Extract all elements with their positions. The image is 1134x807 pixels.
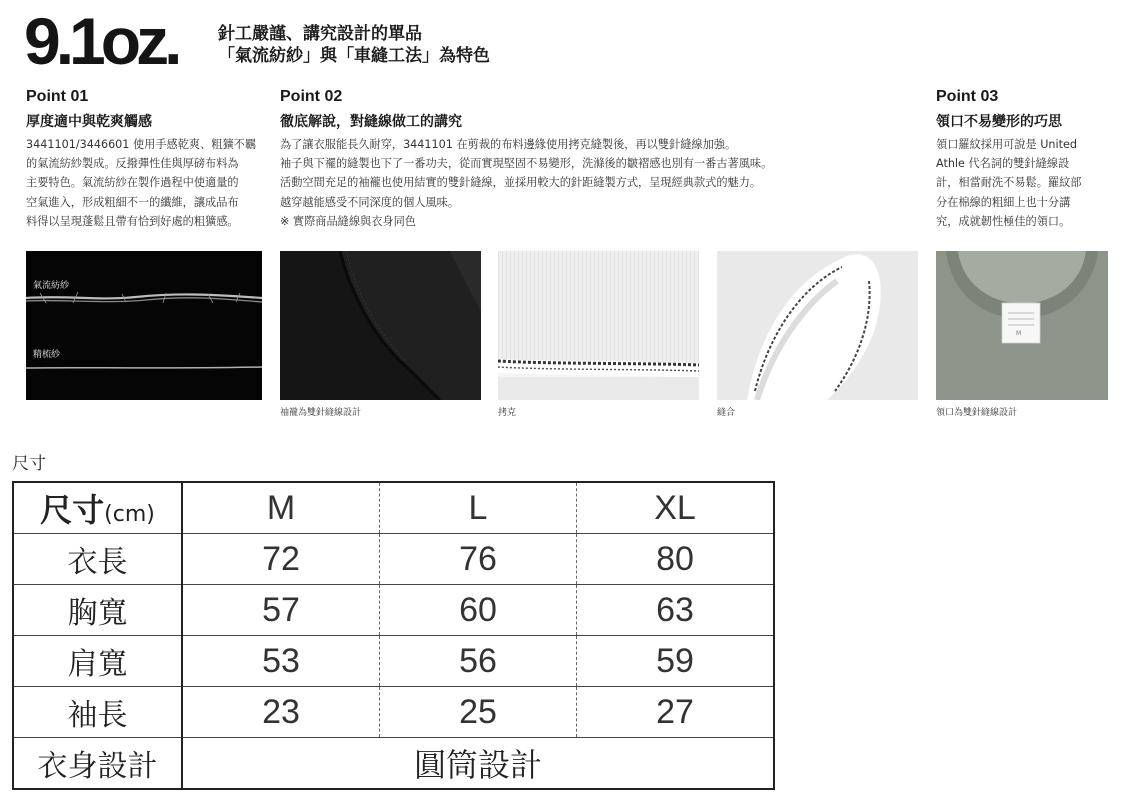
table-cell: 25 (380, 687, 577, 738)
point-03-body: 領口羅紋採用可說是 United Athle 代名詞的雙針縫線設 計，相當耐洗不易鬆。羅紋部 分在棉線的粗細上也十分講 究，成就韌性極佳的領口。 (936, 138, 1082, 228)
overlock-hem-photo (498, 251, 699, 400)
table-cell: 59 (577, 636, 775, 687)
tagline-line-1: 針工嚴謹、講究設計的單品 (218, 24, 422, 44)
size-row-body-length (13, 534, 774, 585)
row-label: 衣長 (13, 534, 182, 585)
size-row-shoulder-width (13, 636, 774, 687)
yarn-label-combed: 精梳紗 (33, 350, 61, 360)
size-col-xl: XL (577, 482, 775, 534)
table-cell: 23 (182, 687, 380, 738)
size-row-chest-width (13, 585, 774, 636)
size-header-row (13, 482, 774, 534)
point-01-body: 3441101/3446601 使用手感乾爽、粗獷不羈 的氣流紡紗製成。反撥彈性佳與厚磅布料為 主要特色。氣流紡紗在製作過程中使適量的 空氣進入，形成粗細不一的纖維，讓成品布 料得以呈現蓬鬆且帶有恰到好處的粗獷感。 (26, 138, 257, 228)
size-row-body-design (13, 738, 774, 790)
table-cell: 57 (182, 585, 380, 636)
collar-rib-photo (936, 251, 1108, 400)
point-01-subtitle: 厚度適中與乾爽觸感 (26, 114, 152, 130)
size-section-heading: 尺寸 (12, 454, 46, 474)
row-label: 衣身設計 (13, 738, 182, 790)
body-design-value: 圓筒設計 (182, 738, 774, 790)
size-corner-cell (13, 482, 182, 534)
size-unit-label: (cm) (104, 502, 155, 527)
size-corner-label: 尺寸 (40, 491, 105, 529)
point-02-body: 為了讓衣服能長久耐穿，3441101 在剪裁的布料邊緣使用拷克縫製後，再以雙針縫線加強。 袖子與下襬的縫製也下了一番功夫，從而實現堅固不易變形，洗滌後的皺褶感也別有一番古著風味。 活動空間充足的袖襱也使用結實的雙針縫線，並採用較大的針距縫製方式，呈現經典款式的魅力。 越穿越能感受不同深度的個人風味。 ※ 實際商品縫線與衣身同色 (280, 138, 773, 228)
size-col-m: M (182, 482, 380, 534)
fabric-weight-title: 9.1oz. (24, 4, 178, 78)
table-cell: 56 (380, 636, 577, 687)
collar-tag-size: M (1016, 330, 1022, 337)
point-02-title: Point 02 (280, 88, 343, 105)
table-cell: 53 (182, 636, 380, 687)
caption-seam: 縫合 (717, 408, 736, 418)
caption-collar: 領口為雙針縫線設計 (936, 408, 1018, 418)
table-cell: 80 (577, 534, 775, 585)
armhole-stitch-photo (280, 251, 481, 400)
tagline-line-2: 「氣流紡紗」與「車縫工法」為特色 (218, 46, 490, 66)
size-col-l: L (380, 482, 577, 534)
row-label: 袖長 (13, 687, 182, 738)
seam-closeup-photo (717, 251, 918, 400)
point-02-subtitle: 徹底解說，對縫線做工的講究 (280, 114, 462, 130)
yarn-comparison-photo (26, 251, 262, 400)
point-03-subtitle: 領口不易變形的巧思 (936, 114, 1062, 130)
table-cell: 63 (577, 585, 775, 636)
size-row-sleeve-length (13, 687, 774, 738)
table-cell: 27 (577, 687, 775, 738)
table-cell: 76 (380, 534, 577, 585)
size-table (12, 481, 775, 790)
row-label: 肩寬 (13, 636, 182, 687)
caption-armhole: 袖襱為雙針縫線設計 (280, 408, 362, 418)
point-03-title: Point 03 (936, 88, 999, 105)
point-01-title: Point 01 (26, 88, 89, 105)
table-cell: 60 (380, 585, 577, 636)
caption-overlock: 拷克 (498, 408, 517, 418)
row-label: 胸寬 (13, 585, 182, 636)
yarn-label-open-end: 氣流紡紗 (33, 281, 70, 291)
table-cell: 72 (182, 534, 380, 585)
